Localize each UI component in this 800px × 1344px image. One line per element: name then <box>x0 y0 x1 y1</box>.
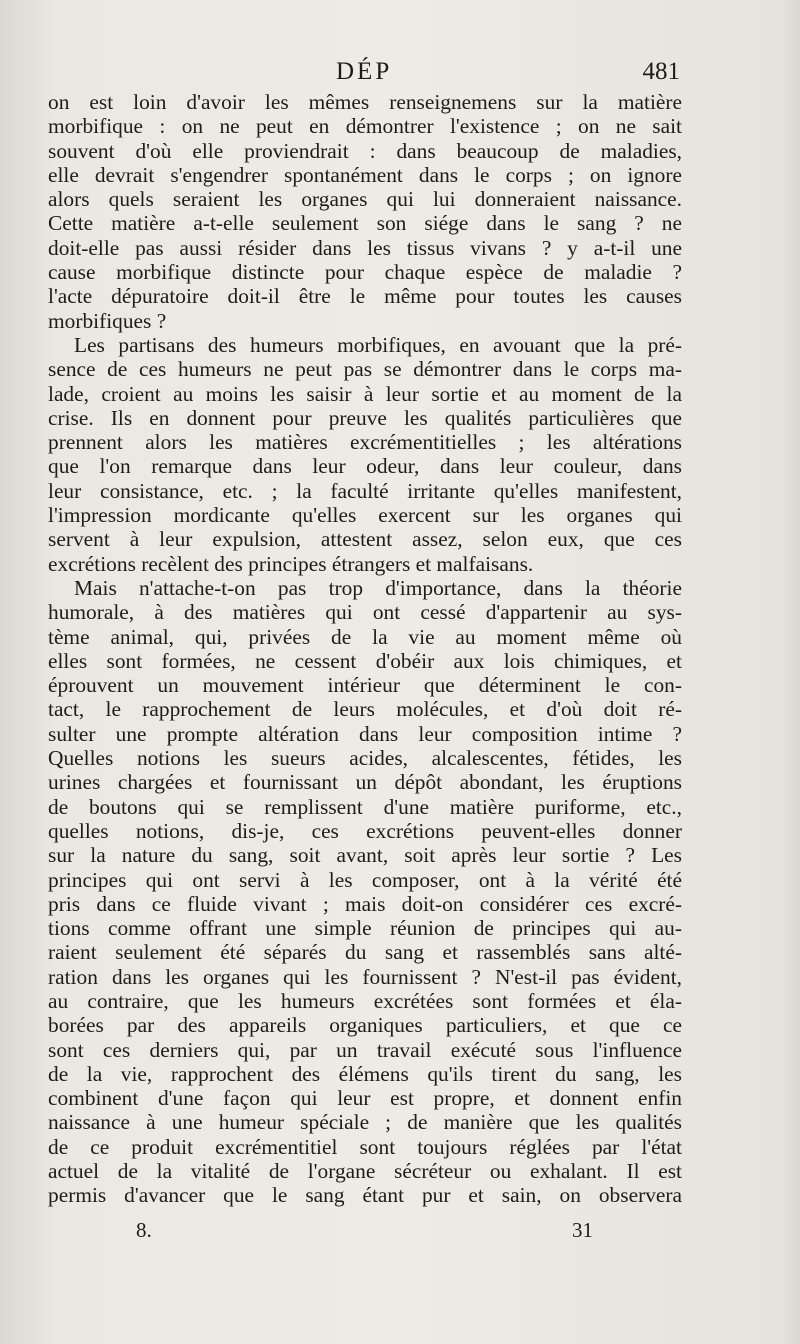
text-line: sulter une prompte altération dans leur composition intime ? <box>48 721 682 746</box>
text-line: humorale, à des matières qui ont cessé d'appartenir au sys- <box>48 600 682 625</box>
body-text <box>48 90 682 1208</box>
text-line: éprouvent un mouvement intérieur que déterminent le con- <box>48 673 682 698</box>
text-line: sont ces derniers qui, par un travail exécuté sous l'influence <box>48 1037 682 1062</box>
text-line: Mais n'attache-t-on pas trop d'importance, dans la théorie <box>74 575 682 600</box>
text-line: naissance à une humeur spéciale ; de manière que les qualités <box>48 1110 682 1135</box>
text-line: ration dans les organes qui les fournissent ? N'est-il pas évident, <box>48 964 682 989</box>
text-line: au contraire, que les humeurs excrétées sont formées et éla- <box>48 988 682 1013</box>
text-line: pris dans ce fluide vivant ; mais doit-on considérer ces excré- <box>48 891 682 916</box>
page-header <box>0 58 800 92</box>
text-line: actuel de la vitalité de l'organe sécréteur ou exhalant. Il est <box>48 1159 682 1184</box>
text-line: morbifiques ? <box>48 308 167 333</box>
text-line: excrétions recèlent des principes étrangers et malfaisans. <box>48 551 534 576</box>
text-line: tème animal, qui, privées de la vie au moment même où <box>48 624 682 649</box>
text-line: cause morbifique distincte pour chaque espèce de maladie ? <box>48 260 682 285</box>
text-line: l'acte dépuratoire doit-il être le même pour toutes les causes <box>48 284 682 309</box>
text-line: on est loin d'avoir les mêmes renseignemens sur la matière <box>48 90 682 114</box>
text-line: doit-elle pas aussi résider dans les tissus vivans ? y a-t-il une <box>48 235 682 260</box>
text-line: morbifique : on ne peut en démontrer l'existence ; on ne sait <box>48 114 682 139</box>
text-line: quelles notions, dis-je, ces excrétions peuvent-elles donner <box>48 818 682 843</box>
text-line: alors quels seraient les organes qui lui donneraient naissance. <box>48 187 682 212</box>
page-number: 481 <box>642 58 680 85</box>
text-line: elle devrait s'engendrer spontanément dans le corps ; on ignore <box>48 162 682 187</box>
text-line: Quelles notions les sueurs acides, alcalescentes, fétides, les <box>48 746 682 771</box>
text-line: servent à leur expulsion, attestent assez, selon eux, que ces <box>48 527 682 552</box>
running-head: DÉP <box>336 58 393 85</box>
text-line: Cette matière a-t-elle seulement son siége dans le sang ? ne <box>48 211 682 236</box>
text-line: lade, croient au moins les saisir à leur sortie et au moment de la <box>48 381 682 406</box>
text-line: combinent d'une façon qui leur est propre, et donnent enfin <box>48 1086 682 1111</box>
text-line: prennent alors les matières excrémentitielles ; les altérations <box>48 430 682 455</box>
text-line: elles sont formées, ne cessent d'obéir aux lois chimiques, et <box>48 648 682 673</box>
text-line: urines chargées et fournissant un dépôt abondant, les éruptions <box>48 770 682 795</box>
text-line: Les partisans des humeurs morbifiques, en avouant que la pré- <box>74 332 682 357</box>
text-line: tions comme offrant une simple réunion de principes qui au- <box>48 916 682 941</box>
text-line: permis d'avancer que le sang étant pur et sain, on observera <box>48 1183 682 1208</box>
text-line: raient seulement été séparés du sang et rassemblés sans alté- <box>48 940 682 965</box>
sheet-number: 31 <box>572 1218 593 1242</box>
text-line: crise. Ils en donnent pour preuve les qualités particulières que <box>48 405 682 430</box>
text-line: tact, le rapprochement de leurs molécules, et d'où doit ré- <box>48 697 682 722</box>
paragraph <box>48 333 682 576</box>
page-footer <box>0 1218 800 1248</box>
text-line: que l'on remarque dans leur odeur, dans leur couleur, dans <box>48 454 682 479</box>
text-line: sur la nature du sang, soit avant, soit après leur sortie ? Les <box>48 843 682 868</box>
signature-mark: 8. <box>136 1218 152 1242</box>
paragraph <box>48 576 682 1208</box>
text-line: de ce produit excrémentitiel sont toujours réglées par l'état <box>48 1134 682 1159</box>
text-line: l'impression mordicante qu'elles exercent sur les organes qui <box>48 503 682 528</box>
text-line: de la vie, rapprochent des élémens qu'ils tirent du sang, les <box>48 1061 682 1086</box>
paragraph <box>48 90 682 333</box>
text-line: de boutons qui se remplissent d'une matière puriforme, etc., <box>48 794 682 819</box>
text-line: souvent d'où elle proviendrait : dans beaucoup de maladies, <box>48 138 682 163</box>
text-line: sence de ces humeurs ne peut pas se démontrer dans le corps ma- <box>48 357 682 382</box>
text-line: principes qui ont servi à les composer, ont à la vérité été <box>48 867 682 892</box>
text-line: borées par des appareils organiques particuliers, et que ce <box>48 1013 682 1038</box>
text-line: leur consistance, etc. ; la faculté irritante qu'elles manifestent, <box>48 478 682 503</box>
